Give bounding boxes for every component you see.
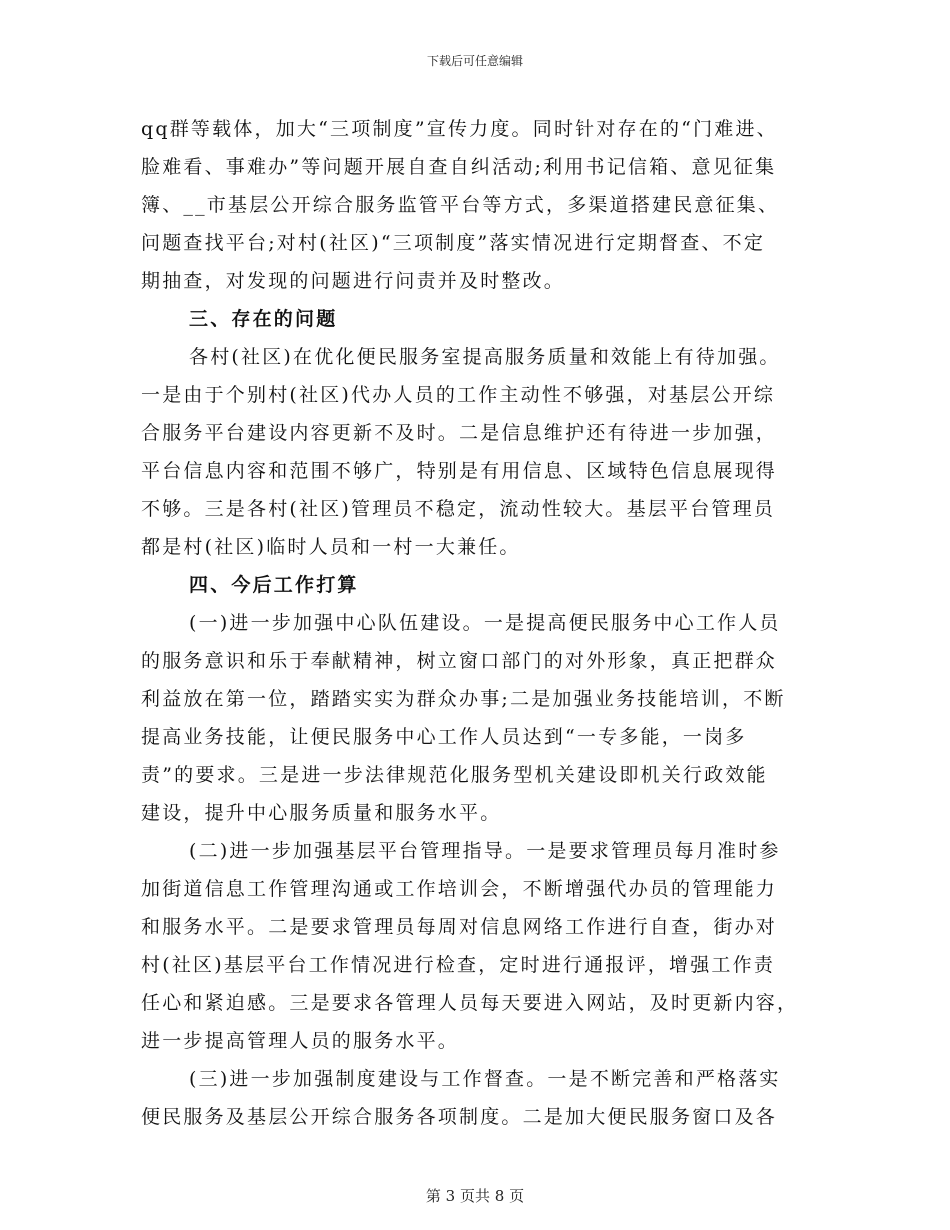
paragraph-first-line: (二)进一步加强基层平台管理指导。一是要求管理员每月准时参 bbox=[189, 840, 781, 862]
text-line: 村(社区)基层平台工作情况进行检查，定时进行通报评，增强工作责 bbox=[141, 954, 776, 976]
text-line: 进一步提高管理人员的服务水平。 bbox=[141, 1030, 460, 1052]
text-line: 提高业务技能，让便民服务中心工作人员达到“一专多能，一岗多 bbox=[141, 726, 747, 748]
text-line: 一是由于个别村(社区)代办人员的工作主动性不够强，对基层公开综 bbox=[141, 384, 776, 406]
text-line: 问题查找平台;对村(社区)“三项制度”落实情况进行定期督查、不定 bbox=[141, 232, 766, 254]
document-body bbox=[141, 110, 813, 1136]
text-line: 平台信息内容和范围不够广，特别是有用信息、区域特色信息展现得 bbox=[141, 460, 778, 482]
paragraph-first-line: (一)进一步加强中心队伍建设。一是提高便民服务中心工作人员 bbox=[189, 612, 781, 634]
text-line: 任心和紧迫感。三是要求各管理人员每天要进入网站，及时更新内容， bbox=[141, 992, 799, 1014]
text-line: 建设，提升中心服务质量和服务水平。 bbox=[141, 802, 502, 824]
text-line: 都是村(社区)临时人员和一村一大兼任。 bbox=[141, 536, 521, 558]
text-line: 利益放在第一位，踏踏实实为群众办事;二是加强业务技能培训，不断 bbox=[141, 688, 786, 710]
text-line: 加街道信息工作管理沟通或工作培训会，不断增强代办员的管理能力 bbox=[141, 878, 778, 900]
section-heading: 三、存在的问题 bbox=[189, 308, 338, 330]
text-line: 脸难看、事难办”等问题开展自查自纠活动;利用书记信箱、意见征集 bbox=[141, 156, 777, 178]
text-line: 期抽查，对发现的问题进行问责并及时整改。 bbox=[141, 270, 566, 292]
text-line: 责”的要求。三是进一步法律规范化服务型机关建设即机关行政效能 bbox=[141, 764, 768, 786]
text-line: qq群等载体，加大“三项制度”宣传力度。同时针对存在的“门难进、 bbox=[141, 118, 778, 140]
paragraph-first-line: 各村(社区)在优化便民服务室提高服务质量和效能上有待加强。 bbox=[189, 346, 781, 368]
section-heading: 四、今后工作打算 bbox=[189, 574, 359, 596]
text-line: 合服务平台建设内容更新不及时。二是信息维护还有待进一步加强， bbox=[141, 422, 778, 444]
page-footer: 第 3 页共 8 页 bbox=[425, 1187, 525, 1205]
page-header: 下载后可任意编辑 bbox=[426, 54, 523, 68]
text-line: 便民服务及基层公开综合服务各项制度。二是加大便民服务窗口及各 bbox=[141, 1106, 778, 1128]
text-line: 不够。三是各村(社区)管理员不稳定，流动性较大。基层平台管理员 bbox=[141, 498, 776, 520]
paragraph-first-line: (三)进一步加强制度建设与工作督查。一是不断完善和严格落实 bbox=[189, 1068, 781, 1090]
text-line: 的服务意识和乐于奉献精神，树立窗口部门的对外形象，真正把群众 bbox=[141, 650, 778, 672]
text-line: 和服务水平。二是要求管理员每周对信息网络工作进行自查，街办对 bbox=[141, 916, 778, 938]
text-line: 簿、__市基层公开综合服务监管平台等方式，多渠道搭建民意征集、 bbox=[141, 194, 780, 216]
